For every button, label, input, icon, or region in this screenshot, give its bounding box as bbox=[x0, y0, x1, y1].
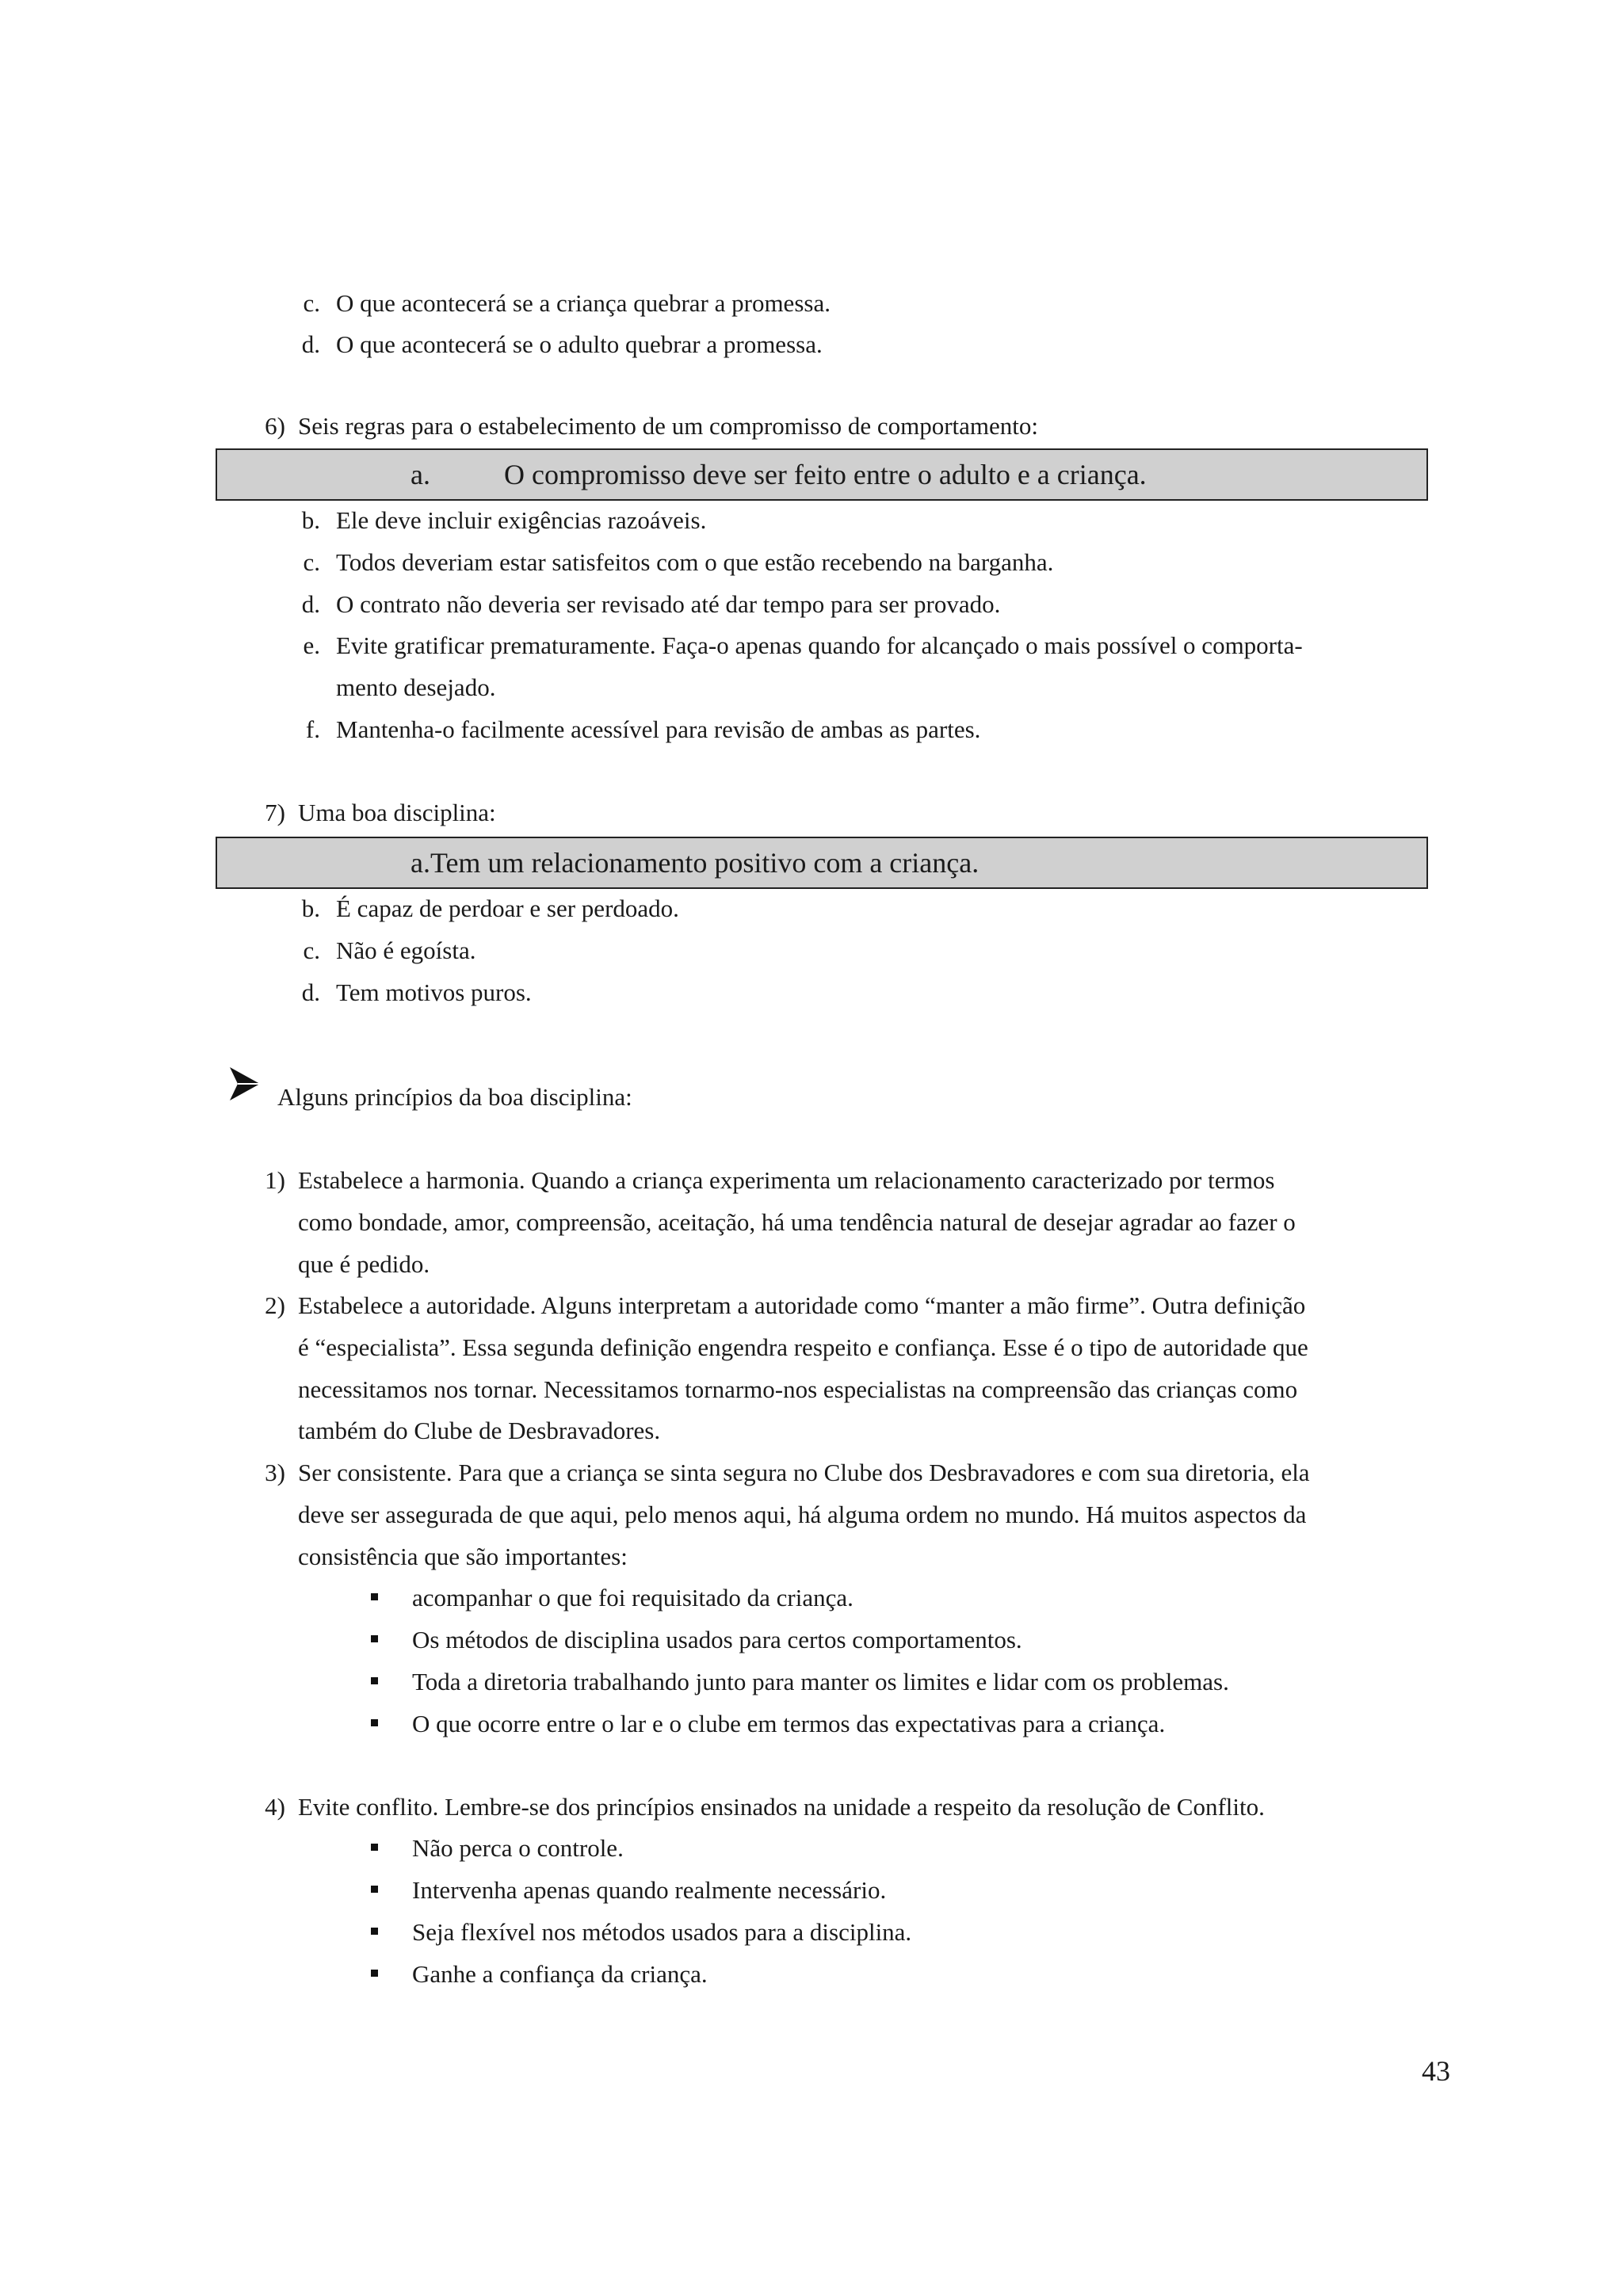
highlight-text: a.Tem um relacionamento positivo com a criança. bbox=[411, 847, 980, 879]
section-title: Uma boa disciplina: bbox=[298, 799, 496, 826]
highlight-box bbox=[216, 448, 1428, 501]
bullet-item-text: Os métodos de disciplina usados para certos comportamentos. bbox=[412, 1626, 1022, 1653]
principle-number: 4) bbox=[265, 1793, 285, 1821]
highlight-marker: a. bbox=[411, 459, 430, 490]
bullet-item-text: O que ocorre entre o lar e o clube em termos das expectativas para a criança. bbox=[412, 1710, 1166, 1737]
list-marker: d. bbox=[301, 978, 320, 1006]
list-item-text: Ele deve incluir exigências razoáveis. bbox=[336, 506, 707, 534]
bullet-item-text: Não perca o controle. bbox=[412, 1834, 624, 1862]
bullet-item-text: Seja flexível nos métodos usados para a disciplina. bbox=[412, 1918, 912, 1946]
square-bullet-icon bbox=[371, 1844, 378, 1851]
list-item-text-continued: mento desejado. bbox=[336, 673, 496, 701]
principle-number: 3) bbox=[265, 1459, 285, 1486]
list-marker: b. bbox=[301, 506, 320, 534]
list-item-text: Tem motivos puros. bbox=[336, 978, 532, 1006]
square-bullet-icon bbox=[371, 1970, 378, 1977]
list-item-text: Mantenha-o facilmente acessível para revisão de ambas as partes. bbox=[336, 715, 981, 743]
section-title: Seis regras para o estabelecimento de um compromisso de comportamento: bbox=[298, 412, 1039, 440]
list-marker: c. bbox=[303, 548, 320, 576]
bullet-item-text: Toda a diretoria trabalhando junto para manter os limites e lidar com os problemas. bbox=[412, 1668, 1229, 1695]
principle-text-line: que é pedido. bbox=[298, 1250, 430, 1278]
principle-text-line: Estabelece a harmonia. Quando a criança experimenta um relacionamento caracterizado por termos bbox=[298, 1166, 1275, 1194]
principle-text-line: Ser consistente. Para que a criança se sinta segura no Clube dos Desbravadores e com sua diretoria, ela bbox=[298, 1459, 1310, 1486]
page-number: 43 bbox=[1422, 2055, 1450, 2087]
principle-text-line: Evite conflito. Lembre-se dos princípios ensinados na unidade a respeito da resolução de Conflito. bbox=[298, 1793, 1265, 1821]
principle-text-line: necessitamos nos tornar. Necessitamos tornarmo-nos especialistas na compreensão das crianças como bbox=[298, 1375, 1298, 1403]
principle-text-line: como bondade, amor, compreensão, aceitação, há uma tendência natural de desejar agradar ao fazer o bbox=[298, 1208, 1296, 1236]
principle-number: 1) bbox=[265, 1166, 285, 1194]
list-marker: d. bbox=[301, 330, 320, 358]
principle-text-line: consistência que são importantes: bbox=[298, 1543, 628, 1570]
list-marker: c. bbox=[303, 936, 320, 964]
square-bullet-icon bbox=[371, 1719, 378, 1726]
principle-text-line: também do Clube de Desbravadores. bbox=[298, 1417, 661, 1444]
square-bullet-icon bbox=[371, 1635, 378, 1642]
section-number: 6) bbox=[265, 412, 285, 440]
square-bullet-icon bbox=[371, 1928, 378, 1935]
square-bullet-icon bbox=[371, 1886, 378, 1893]
list-marker: b. bbox=[301, 894, 320, 922]
list-item-text: O que acontecerá se o adulto quebrar a promessa. bbox=[336, 330, 823, 358]
square-bullet-icon bbox=[371, 1677, 378, 1684]
principle-text-line: Estabelece a autoridade. Alguns interpretam a autoridade como “manter a mão firme”. Outra definição bbox=[298, 1291, 1306, 1319]
principles-heading: Alguns princípios da boa disciplina: bbox=[277, 1083, 632, 1111]
bullet-item-text: Intervenha apenas quando realmente necessário. bbox=[412, 1876, 887, 1904]
list-marker: d. bbox=[301, 590, 320, 618]
square-bullet-icon bbox=[371, 1593, 378, 1600]
highlight-text: O compromisso deve ser feito entre o adulto e a criança. bbox=[504, 459, 1147, 490]
list-item-text: Todos deveriam estar satisfeitos com o que estão recebendo na barganha. bbox=[336, 548, 1054, 576]
principle-number: 2) bbox=[265, 1291, 285, 1319]
arrowhead-bullet-icon bbox=[228, 1066, 262, 1102]
section-number: 7) bbox=[265, 799, 285, 826]
list-marker: f. bbox=[305, 715, 320, 743]
list-marker: e. bbox=[303, 631, 320, 659]
list-item-text: Evite gratificar prematuramente. Faça-o apenas quando for alcançado o mais possível o comporta- bbox=[336, 631, 1303, 659]
list-item-text: O que acontecerá se a criança quebrar a promessa. bbox=[336, 289, 831, 317]
list-item-text: É capaz de perdoar e ser perdoado. bbox=[336, 894, 679, 922]
highlight-box bbox=[216, 837, 1428, 889]
list-item-text: Não é egoísta. bbox=[336, 936, 476, 964]
list-marker: c. bbox=[303, 289, 320, 317]
list-item-text: O contrato não deveria ser revisado até dar tempo para ser provado. bbox=[336, 590, 1001, 618]
principle-text-line: é “especialista”. Essa segunda definição engendra respeito e confiança. Esse é o tipo de autoridade que bbox=[298, 1333, 1308, 1361]
principle-text-line: deve ser assegurada de que aqui, pelo menos aqui, há alguma ordem no mundo. Há muitos aspectos da bbox=[298, 1501, 1307, 1528]
bullet-item-text: acompanhar o que foi requisitado da criança. bbox=[412, 1584, 854, 1611]
bullet-item-text: Ganhe a confiança da criança. bbox=[412, 1960, 708, 1988]
